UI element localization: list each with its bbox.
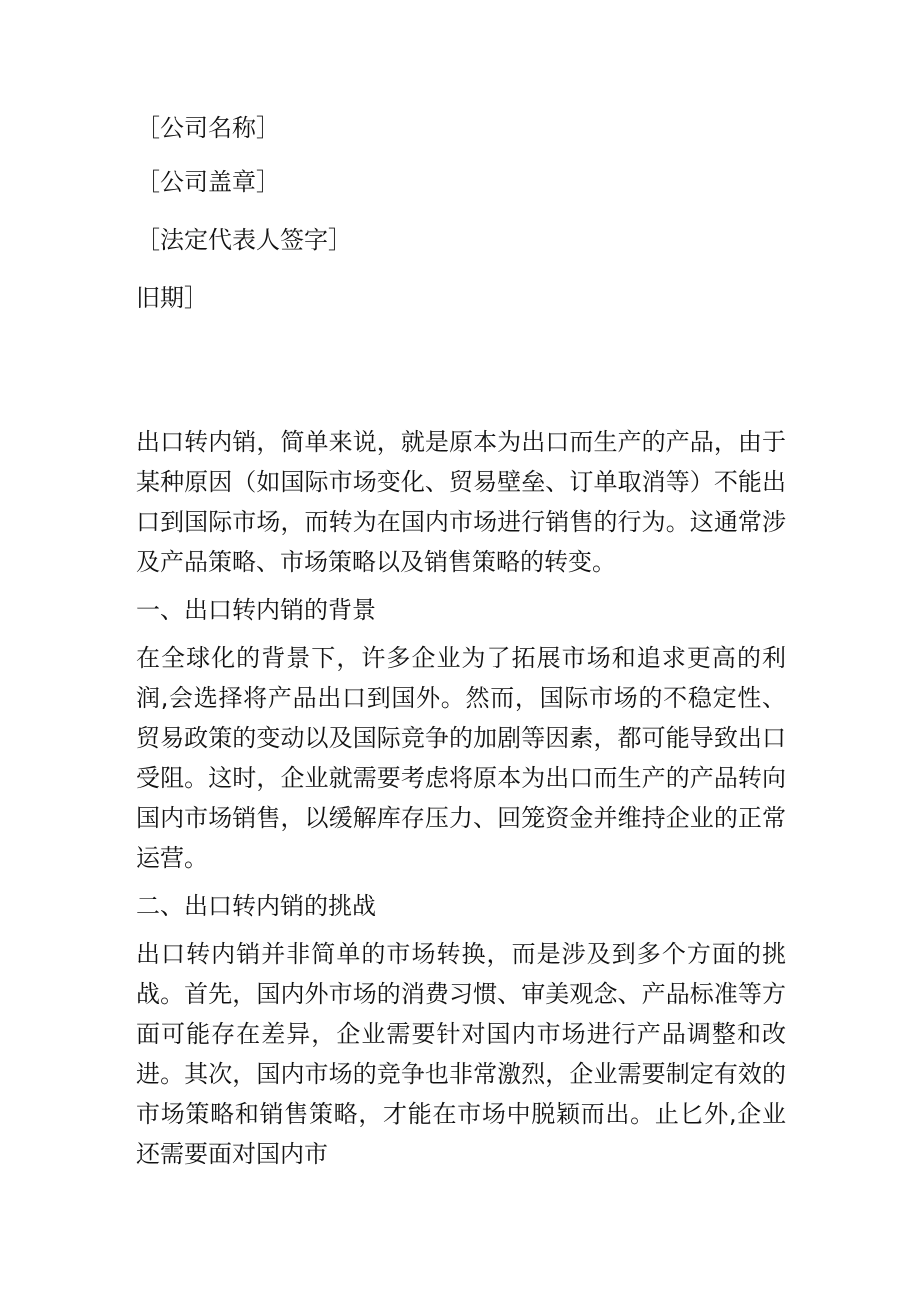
section-heading-background: 一、出口转内销的背景 [136, 596, 376, 624]
company-seal-placeholder: ［公司盖章］ [136, 168, 280, 196]
document-body [136, 422, 786, 1182]
company-name-placeholder: ［公司名称］ [136, 114, 280, 142]
date-placeholder: 旧期］ [136, 284, 208, 312]
legal-representative-signature-placeholder: ［法定代表人签字］ [136, 226, 352, 254]
intro-paragraph: 出口转内销，简单来说，就是原本为出口而生产的产品，由于某种原因（如国际市场变化、贸易壁垒、订单取消等）不能出口到国际市场，而转为在国内市场进行销售的行为。这通常涉及产品策略、市场策略以及销售策略的转变。 [136, 428, 786, 576]
section-heading-challenges: 二、出口转内销的挑战 [136, 892, 376, 920]
challenges-paragraph: 出口转内销并非简单的市场转换，而是涉及到多个方面的挑战。首先，国内外市场的消费习惯、审美观念、产品标准等方面可能存在差异，企业需要针对国内市场进行产品调整和改进。其次，国内市场的竞争也非常激烈，企业需要制定有效的市场策略和销售策略，才能在市场中脱颖而出。止匕外,企业还需要面对国内市 [136, 940, 786, 1168]
background-paragraph: 在全球化的背景下，许多企业为了拓展市场和追求更高的利润,会选择将产品出口到国外。然而，国际市场的不稳定性、贸易政策的变动以及国际竞争的加剧等因素，都可能导致出口受阻。这时，企业就需要考虑将原本为出口而生产的产品转向国内市场销售，以缓解库存压力、回笼资金并维持企业的正常运营。 [136, 644, 786, 872]
